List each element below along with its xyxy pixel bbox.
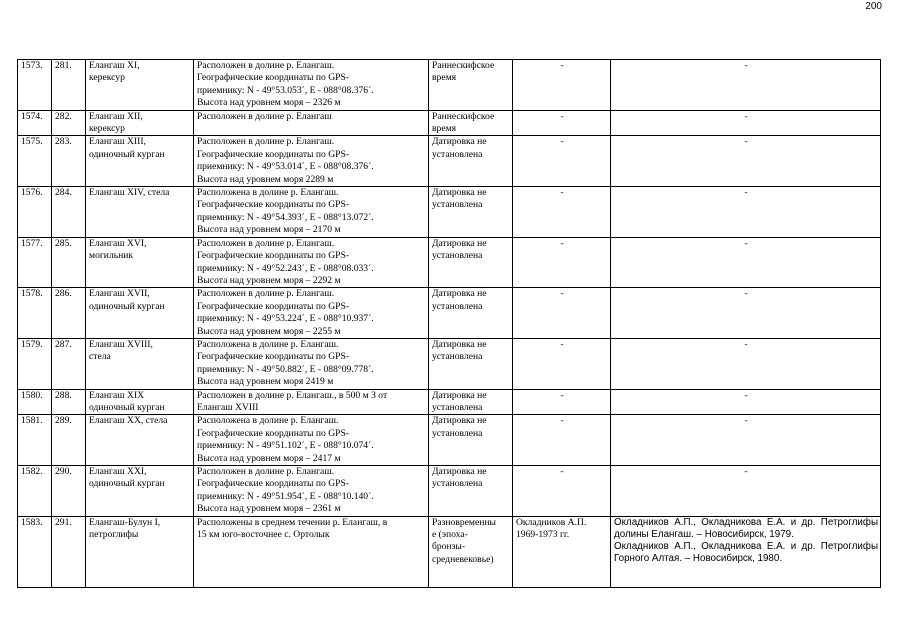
dating-cell: Датировка не установлена [429, 187, 513, 238]
row-number: 1580. [18, 389, 52, 415]
sub-number: 287. [52, 338, 86, 389]
sub-number: 284. [52, 187, 86, 238]
location-cell: Расположен в долине р. Елангаш. Географические координаты по GPS- приемнику: N - 49°51.954´, E - 088°10.140´. Высота над уровнем моря – 2361 м [194, 466, 429, 517]
researcher-cell: - [513, 110, 611, 136]
dating-cell: Датировка не установлена [429, 288, 513, 339]
row-number: 1582. [18, 466, 52, 517]
researcher-cell: - [513, 415, 611, 466]
researcher-cell: - [513, 136, 611, 187]
researcher-cell: - [513, 187, 611, 238]
literature-cell: - [611, 466, 881, 517]
literature-cell: - [611, 237, 881, 288]
literature-cell: - [611, 136, 881, 187]
location-cell: Расположен в долине р. Елангаш [194, 110, 429, 136]
sub-number: 286. [52, 288, 86, 339]
row-number: 1578. [18, 288, 52, 339]
monuments-table [17, 59, 881, 588]
sub-number: 290. [52, 466, 86, 517]
monument-name: Елангаш XVII, одиночный курган [86, 288, 194, 339]
monument-name: Елангаш XIII, одиночный курган [86, 136, 194, 187]
row-number: 1583. [18, 516, 52, 587]
row-number: 1576. [18, 187, 52, 238]
researcher-cell: - [513, 466, 611, 517]
table-row [18, 110, 881, 136]
dating-cell: Датировка не установлена [429, 136, 513, 187]
location-cell: Расположена в долине р. Елангаш. Географические координаты по GPS- приемнику: N - 49°51.102´, E - 088°10.074´. Высота над уровнем моря – 2417 м [194, 415, 429, 466]
sub-number: 291. [52, 516, 86, 587]
location-cell: Расположен в долине р. Елангаш. Географические координаты по GPS- приемнику: N - 49°53.053´, E - 088°08.376´. Высота над уровнем моря – 2326 м [194, 60, 429, 111]
sub-number: 285. [52, 237, 86, 288]
dating-cell: Разновременны е (эпоха- бронзы- средневековье) [429, 516, 513, 587]
row-number: 1574. [18, 110, 52, 136]
row-number: 1573. [18, 60, 52, 111]
sub-number: 281. [52, 60, 86, 111]
dating-cell: Датировка не установлена [429, 237, 513, 288]
location-cell: Расположена в долине р. Елангаш. Географические координаты по GPS- приемнику: N - 49°54.393´, E - 088°13.072´. Высота над уровнем моря – 2170 м [194, 187, 429, 238]
table-row [18, 338, 881, 389]
researcher-cell: - [513, 237, 611, 288]
literature-cell: - [611, 110, 881, 136]
dating-cell: Датировка не установлена [429, 466, 513, 517]
dating-cell: Раннескифское время [429, 60, 513, 111]
monument-name: Елангаш XVI, могильник [86, 237, 194, 288]
table-row [18, 237, 881, 288]
row-number: 1581. [18, 415, 52, 466]
literature-cell: - [611, 338, 881, 389]
researcher-cell: Окладников А.П. 1969-1973 гг. [513, 516, 611, 587]
sub-number: 283. [52, 136, 86, 187]
dating-cell: Датировка не установлена [429, 415, 513, 466]
location-cell: Расположен в долине р. Елангаш. Географические координаты по GPS- приемнику: N - 49°53.014´, E - 088°08.376´. Высота над уровнем моря 2289 м [194, 136, 429, 187]
location-cell: Расположен в долине р. Елангаш. Географические координаты по GPS- приемнику: N - 49°53.224´, E - 088°10.937´. Высота над уровнем моря – 2255 м [194, 288, 429, 339]
literature-cell: Окладников А.П., Окладникова Е.А. и др. Петроглифы долины Елангаш. – Новосибирск, 1979. Окладников А.П., Окладникова Е.А. и др. Петроглифы Горного Алтая. – Новосибирск, 1980. [611, 516, 881, 587]
literature-cell: - [611, 288, 881, 339]
researcher-cell: - [513, 288, 611, 339]
page-number: 200 [865, 1, 882, 12]
monument-name: Елангаш XXI, одиночный курган [86, 466, 194, 517]
monument-name: Елангаш XVIII, стела [86, 338, 194, 389]
monument-name: Елангаш-Булун I, петроглифы [86, 516, 194, 587]
monument-name: Елангаш XIV, стела [86, 187, 194, 238]
table-row [18, 415, 881, 466]
monument-name: Елангаш XX, стела [86, 415, 194, 466]
literature-cell: - [611, 389, 881, 415]
row-number: 1579. [18, 338, 52, 389]
dating-cell: Раннескифское время [429, 110, 513, 136]
literature-cell: - [611, 187, 881, 238]
table-row [18, 516, 881, 587]
researcher-cell: - [513, 338, 611, 389]
sub-number: 282. [52, 110, 86, 136]
researcher-cell: - [513, 60, 611, 111]
monument-name: Елангаш XII, керексур [86, 110, 194, 136]
sub-number: 288. [52, 389, 86, 415]
literature-cell: - [611, 415, 881, 466]
table-row [18, 60, 881, 111]
dating-cell: Датировка не установлена [429, 389, 513, 415]
table-row [18, 389, 881, 415]
literature-cell: - [611, 60, 881, 111]
location-cell: Расположены в среднем течении р. Елангаш, в 15 км юго-восточнее с. Ортолык [194, 516, 429, 587]
location-cell: Расположена в долине р. Елангаш. Географические координаты по GPS- приемнику: N - 49°50.882´, E - 088°09.778´. Высота над уровнем моря 2419 м [194, 338, 429, 389]
researcher-cell: - [513, 389, 611, 415]
table-row [18, 288, 881, 339]
monument-name: Елангаш XI, керексур [86, 60, 194, 111]
table-row [18, 136, 881, 187]
row-number: 1575. [18, 136, 52, 187]
table-row [18, 187, 881, 238]
sub-number: 289. [52, 415, 86, 466]
table-row [18, 466, 881, 517]
row-number: 1577. [18, 237, 52, 288]
location-cell: Расположен в долине р. Елангаш. Географические координаты по GPS- приемнику: N - 49°52.243´, E - 088°08.033´. Высота над уровнем моря – 2292 м [194, 237, 429, 288]
location-cell: Расположен в долине р. Елангаш., в 500 м З от Елангаш XVIII [194, 389, 429, 415]
monument-name: Елангаш XIX одиночный курган [86, 389, 194, 415]
dating-cell: Датировка не установлена [429, 338, 513, 389]
